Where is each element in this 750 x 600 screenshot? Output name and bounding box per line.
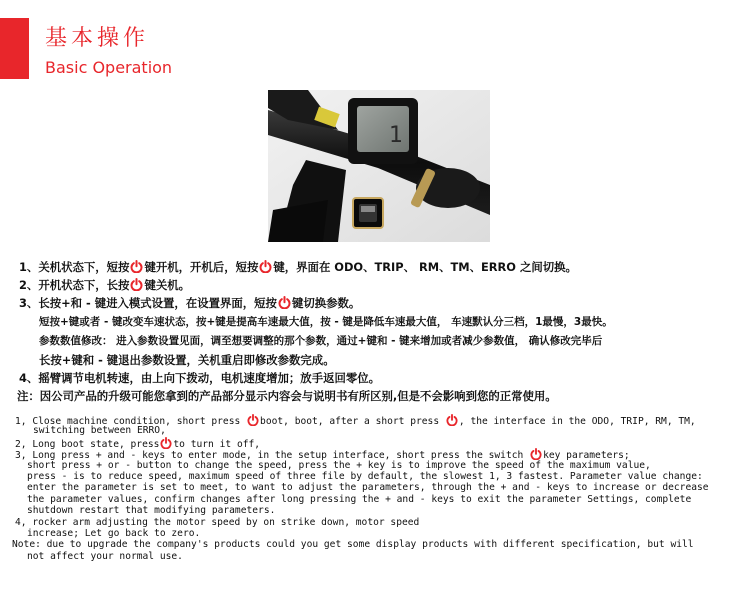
power-icon: [530, 448, 542, 460]
instruction-en-3-enter: enter the parameter is set to meet, to want to adjust the parameters, through the + and - keys to increase or decrease: [27, 482, 709, 494]
power-icon: [160, 437, 172, 449]
instruction-en-note-cont: not affect your normal use.: [27, 550, 183, 562]
instruction-cn-3-exit: 长按+键和 - 键退出参数设置，关机重启即修改参数完成。: [39, 353, 335, 367]
header-accent-bar: [0, 18, 29, 79]
instruction-en-3-restart: shutdown restart that modifying parameters.: [27, 505, 276, 517]
instruction-cn-1: 1、关机状态下，短按 键开机，开机后，短按 键，界面在 ODO、TRIP、 RM、TM、ERRO 之间切换。: [19, 260, 577, 274]
instruction-cn-3-params: 参数数值修改： 进入参数设置见面，调至想要调整的那个参数，通过+键和 - 键来增加或者减少参数值， 确认修改完毕后: [39, 335, 603, 347]
power-icon: [130, 260, 143, 273]
instruction-en-1: 1, Close machine condition, short press boot, boot, after a short press , the interface in the ODO, TRIP, RM, TM,: [15, 416, 696, 427]
handlebar-display-photo: [268, 90, 490, 242]
instruction-en-3: 3, Long press + and - keys to enter mode, in the setup interface, short press the switch key parameters;: [15, 450, 630, 462]
svg-text:1: 1: [389, 123, 403, 148]
instruction-en-note: Note: due to upgrade the company's products could you get some display products with different specification, but will: [12, 539, 694, 551]
instruction-en-4: 4, rocker arm adjusting the motor speed by on strike down, motor speed: [15, 516, 420, 528]
title-english: Basic Operation: [45, 58, 173, 77]
power-icon: [130, 278, 143, 291]
instruction-en-4-cont: increase; Let go back to zero.: [27, 528, 201, 539]
instruction-en-3-reduce: press - is to reduce speed, maximum speed of three file by default, the slowest 1, 3 fastest. Parameter value change:: [27, 471, 703, 482]
instruction-en-3-speed: short press + or - button to change the speed, press the + key is to improve the speed of the maximum value,: [27, 459, 651, 471]
instruction-cn-3: 3、长按+和 - 键进入模式设置，在设置界面，短按 键切换参数。: [19, 296, 361, 310]
instruction-en-3-confirm: the parameter values, confirm changes after long pressing the + and - keys to exit the parameter Settings, complete: [27, 493, 692, 505]
power-icon: [259, 260, 272, 273]
instruction-cn-note: 注：因公司产品的升级可能您拿到的产品部分显示内容会与说明书有所区别,但是不会影响到您的正常使用。: [17, 389, 557, 403]
title-chinese: 基本操作: [45, 26, 150, 51]
instruction-en-2: 2, Long boot state, press to turn it off,: [15, 438, 261, 450]
power-icon: [278, 296, 291, 309]
instruction-en-1-cont: switching between ERRO,: [33, 425, 166, 437]
instruction-cn-3-speed: 短按+键或者 - 键改变车速状态，按+键是提高车速最大值，按 - 键是降低车速最大值， 车速默认分三档，1最慢，3最快。: [39, 316, 613, 328]
instruction-cn-2: 2、开机状态下，长按 键关机。: [19, 278, 191, 292]
power-icon: [446, 414, 458, 426]
power-icon: [247, 414, 259, 426]
instruction-cn-4: 4、摇臂调节电机转速，由上向下拨动，电机速度增加；放手返回零位。: [19, 371, 381, 385]
